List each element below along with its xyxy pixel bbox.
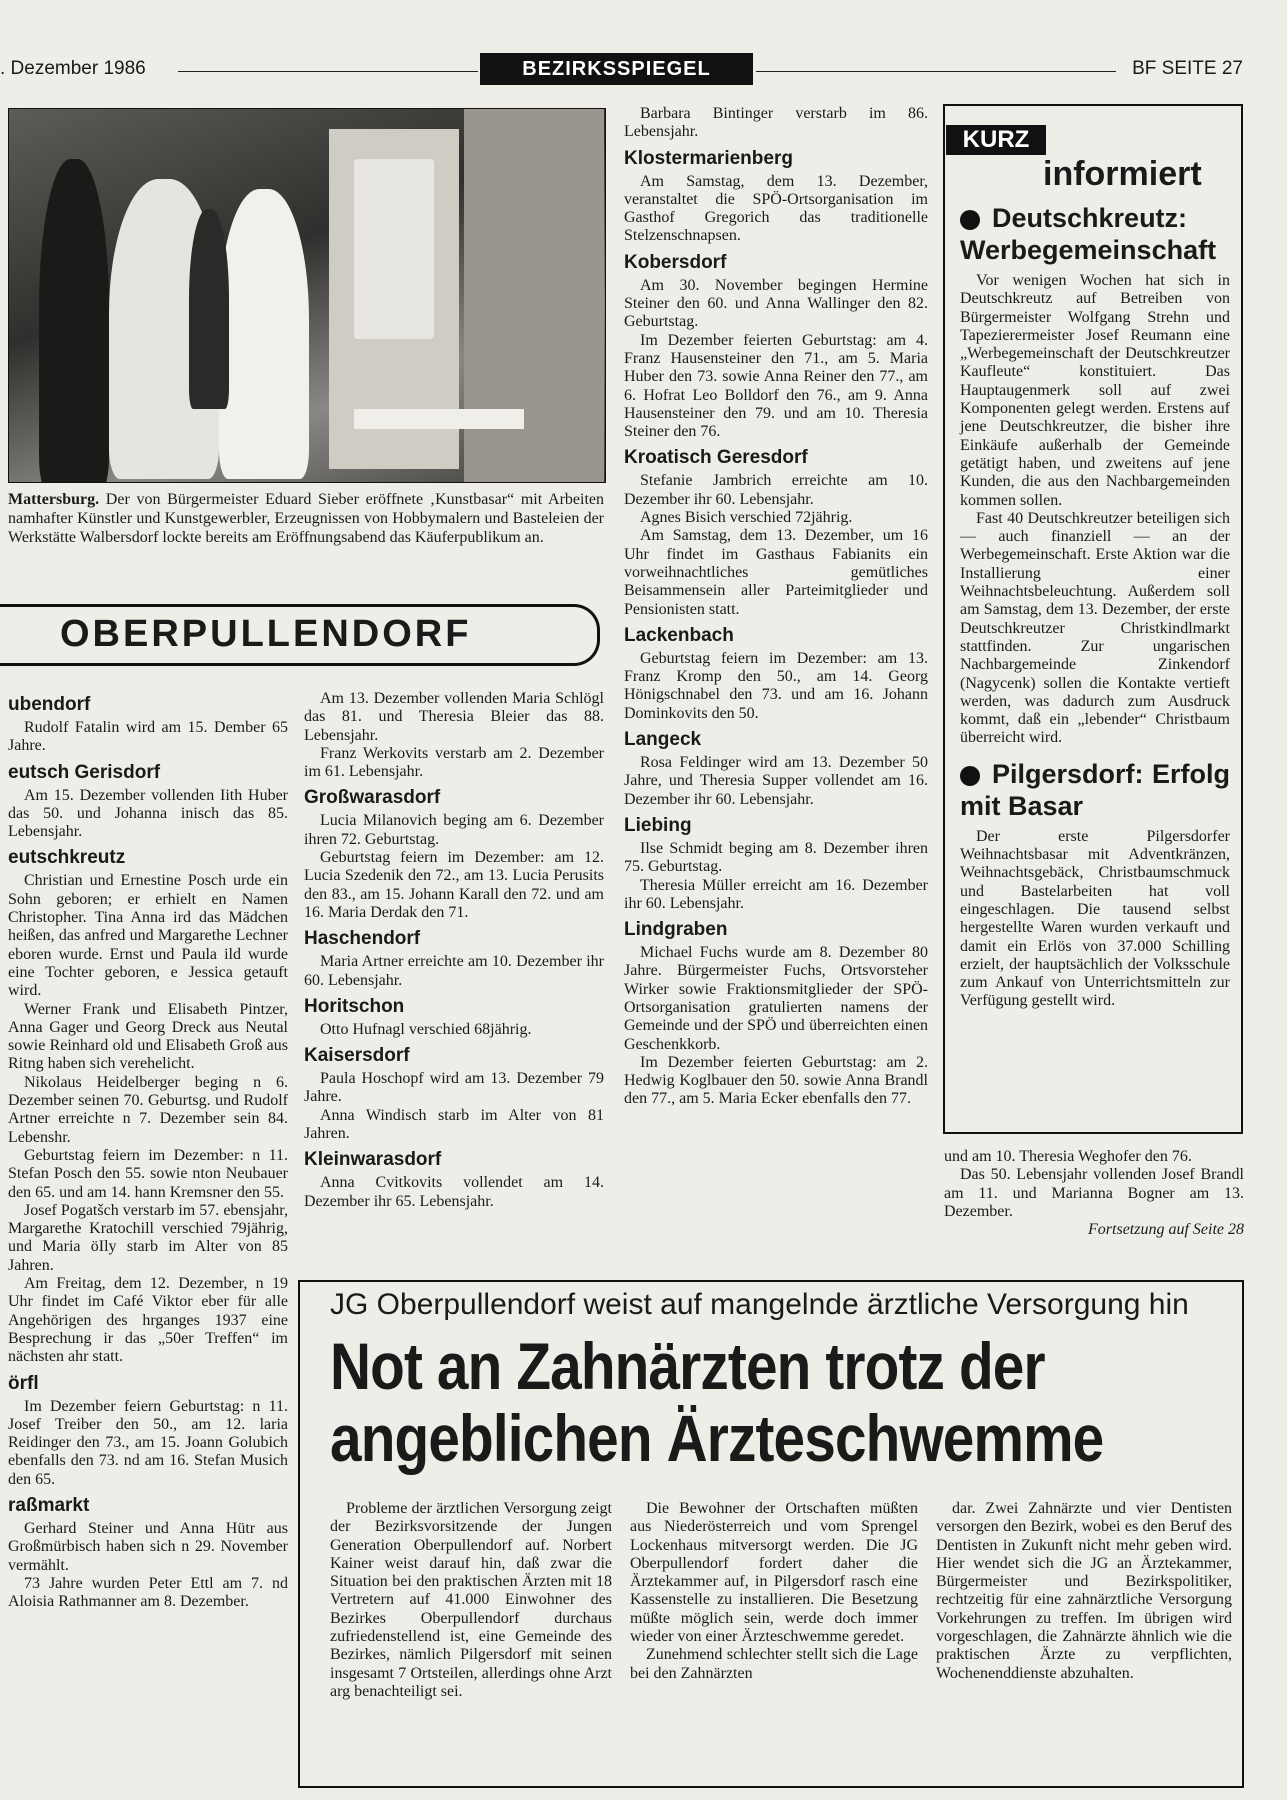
kurz-paragraph: Der erste Pilgersdorfer Weihnachtsbasar mit Adventkränzen, Weihnachtsgebäck, Christbaumschmuck und Bastelarbeiten hat voll eingeschlagen. Die tausend selbst hergestellte Waren wurden verkauft und damit ein Erlös von 37.000 Schilling erzielt, der hauptsächlich der Volksschule zum Ankauf von Unterrichtsmitteln zur Verfügung gestellt wird. [960,827,1230,1010]
banner-title: OBERPULLENDORF [60,613,472,655]
header-rule-right [756,71,1116,72]
town-heading: Langeck [624,729,702,751]
news-paragraph: Ilse Schmidt beging am 8. Dezember ihren 75. Geburtstag. [624,839,928,876]
news-paragraph: Anna Cvitkovits vollendet am 14. Dezember ihr 65. Lebensjahr. [304,1174,604,1210]
article-kicker: JG Oberpullendorf weist auf mangelnde ärztliche Versorgung hin [330,1288,1189,1321]
kurz-item-heading [960,202,1230,266]
news-paragraph: Michael Fuchs wurde am 8. Dezember 80 Jahre. Bürgermeister Fuchs, Ortsvorsteher Wirker sowie Fraktionsmitglieder der SPÖ-Ortsorganisation gratulierten namens der Gemeinde und der SPÖ und überreichten einen Geschenkkorb. [624,944,928,1053]
news-paragraph: Lucia Milanovich beging am 6. Dezember ihren 72. Geburtstag. [304,812,604,848]
news-photo [8,108,606,483]
page-number: BF SEITE 27 [1132,58,1243,79]
news-paragraph: Theresia Müller erreicht am 16. Dezember ihr 60. Lebensjahr. [624,876,928,912]
town-heading: raßmarkt [8,1494,90,1516]
news-paragraph: Am Freitag, dem 12. Dezember, n 19 Uhr findet im Café Viktor eber für alle Angehörigen des hrganges 1937 eine Besprechung ir das „50er Treffen“ im nächsten ahr statt. [8,1275,288,1366]
news-paragraph: Barbara Bintinger verstarb im 86. Lebensjahr. [624,105,928,141]
town-heading: Kleinwarasdorf [304,1149,442,1171]
town-heading: Liebing [624,814,692,836]
news-paragraph: Am 30. November begingen Hermine Steiner den 60. und Anna Wallinger den 82. Geburtstag. [624,276,928,331]
news-paragraph: Paula Hoschopf wird am 13. Dezember 79 Jahre. [304,1070,604,1106]
header-rule-left [178,71,478,72]
news-paragraph: Rosa Feldinger wird am 13. Dezember 50 Jahre, und Theresia Supper vollendet am 16. Dezember ihr 60. Lebensjahr. [624,754,928,808]
kurz-item-heading [960,758,1230,822]
article-column-3 [936,1500,1232,1683]
news-paragraph: Josef Pogatšch verstarb im 57. ebensjahr, Margarethe Kratochill verschied 79jährig, und Maria öIly starb im Alter von 85 Jahren. [8,1201,288,1274]
article-paragraph: dar. Zwei Zahnärzte und vier Dentisten versorgen den Bezirk, wobei es den Beruf des Dentisten in Zukunft nicht mehr geben wird. Hier wendet sich die JG an Ärztekammer, Bürgermeister und Bezirkspolitiker, rechtzeitig für eine zahnärztliche Versorgung Vorkehrungen zu treffen. Im übrigen wird vorgeschlagen, die Zahnärzte ähnlich wie die praktischen Ärzte zu verpflichten, Wochenenddienste abzuhalten. [936,1500,1232,1682]
article-paragraph: Zunehmend schlechter stellt sich die Lage bei den Zahnärzten [630,1646,918,1682]
news-paragraph: Christian und Ernestine Posch urde ein Sohn geboren; er erhielt en Namen Christopher. Tina Anna ird das Mädchen heißen, das anfred und Margarethe Lechner eboren wurde. Ernst und Paula ild wurde eine Tochter geboren, e Jessica getauft wird. [8,872,288,1000]
town-heading: Klostermarienberg [624,147,793,169]
caption-text: Der von Bürgermeister Eduard Sieber eröffnete ‚Kunstbasar“ mit Arbeiten namhafter Künstler und Kunstgewerbler, Erzeugnissen von Hobbymalern und Basteleien der Werkstätte Walbersdorf lockte bereits am Eröffnungsabend das Käuferpublikum an. [8,491,604,546]
bullet-icon [960,210,980,230]
news-paragraph: Am Samstag, dem 13. Dezember, um 16 Uhr findet im Gasthaus Fabianits ein vorweihnachtliches gemütliches Beisammensein aller Parteimitglieder und Pensionisten statt. [624,527,928,618]
column-oberpullendorf-3 [624,105,928,1109]
news-paragraph: Im Dezember feierten Geburtstag: am 2. Hedwig Koglbauer den 50. sowie Anna Brandl den 77., am 5. Maria Ecker ebenfalls den 77. [624,1053,928,1108]
kurz-paragraph: Fast 40 Deutschkreutzer beteiligen sich — auch finanziell — an der Werbegemeinschaft. Erste Aktion war die Installierung einer Weihnachtsbeleuchtung. Außerdem soll am Samstag, dem 13. Dezember, der erste Deutschkreutzer Christkindlmarkt stattfinden. Zur ungarischen Nachbargemeinde Zinkendorf (Nagycenk) sollen die Kontakte vertieft werden, was dadurch zum Ausdruck kommt, daß ein „lebender“ Christbaum überreicht wird. [960,509,1230,747]
news-paragraph: Maria Artner erreichte am 10. Dezember ihr 60. Lebensjahr. [304,953,604,989]
column-oberpullendorf-1 [8,688,288,1611]
news-paragraph: Geburtstag feiern im Dezember: n 11. Stefan Posch den 55. sowie nton Neubauer den 65. und am 14. hann Kremsner den 55. [8,1146,288,1201]
town-heading: eutsch Gerisdorf [8,761,161,783]
district-banner [0,604,600,666]
caption-place: Mattersburg. [8,491,100,508]
article-paragraph: Probleme der ärztlichen Versorgung zeigt der Bezirksvorsitzende der Jungen Generation Oberpullendorf auf. Norbert Kainer weist darauf hin, daß zwar die Situation bei den praktischen Ärzten mit 18 Vertretern auf 41.000 Einwohner des Bezirkes Oberpullendorf durchaus zufriedenstellend ist, eine Gemeinde des Bezirkes, nämlich Pilgersdorf mit seinen insgesamt 7 Ortsteilen, allerdings ohne Arzt arg benachteiligt sei. [330,1500,612,1700]
continued-paragraph: und am 10. Theresia Weghofer den 76. [944,1148,1192,1165]
article-headline: Not an Zahnärzten trotz der angeblichen Ärzteschwemme [330,1329,1104,1475]
town-heading: Lindgraben [624,919,728,941]
town-heading: ubendorf [8,694,91,715]
news-paragraph: Franz Werkovits verstarb am 2. Dezember im 61. Lebensjahr. [304,744,604,781]
town-heading: eutschkreutz [8,847,126,869]
section-title: BEZIRKSSPIEGEL [480,53,753,85]
column-oberpullendorf-2 [304,690,604,1211]
kurz-label: KURZ [946,125,1046,155]
news-paragraph: Rudolf Fatalin wird am 15. Dember 65 Jahre. [8,719,288,755]
issue-date: . Dezember 1986 [0,58,146,79]
news-paragraph: Am Samstag, dem 13. Dezember, veranstaltet die SPÖ-Ortsorganisation im Gasthof Gregorich das traditionelle Stelzenschnapsen. [624,172,928,245]
news-paragraph: Am 13. Dezember vollenden Maria Schlögl das 81. und Theresia Bleier das 88. Lebensjahr. [304,690,604,744]
photo-caption [8,490,604,547]
news-paragraph: Stefanie Jambrich erreichte am 10. Dezember ihr 60. Lebensjahr. [624,472,928,508]
town-heading: Horitschon [304,995,405,1017]
news-paragraph: Gerhard Steiner und Anna Hütr aus Großmürbisch haben sich n 29. November vermählt. [8,1519,288,1574]
town-heading: Kroatisch Geresdorf [624,447,808,469]
town-heading: Kaisersdorf [304,1045,410,1067]
town-heading: Haschendorf [304,928,421,950]
kurz-item-title: Pilgersdorf: Erfolg mit Basar [960,758,1230,821]
continued-paragraph: Das 50. Lebensjahr vollenden Josef Brandl am 11. und Marianna Bogner am 13. Dezember. [944,1166,1244,1220]
article-paragraph: Die Bewohner der Ortschaften müßten aus Niederösterreich und vom Sprengel Lockenhaus mitversorgt werden. Die JG Oberpullendorf fordert daher die Ärztekammer auf, in Pilgersdorf rasch eine Kassenstelle zu installieren. Die Besetzung müßte möglich sein, werde doch immer wieder von einer Ärzteschwemme geredet. [630,1500,918,1646]
kurz-paragraph: Vor wenigen Wochen hat sich in Deutschkreutz auf Betreiben von Bürgermeister Wolfgang Strehn und Tapezierermeister Josef Reumann eine „Werbegemeinschaft der Deutschkreutzer Kaufleute“ konstituiert. Das Hauptaugenmerk soll auf zwei Komponenten gelegt werden. Erstens auf jene Deutschkreutzer, die bisher ihre Einkäufe außerhalb der Gemeinde getätigt haben, und zweitens auf jene Kunden, die aus den Nachbargemeinden kommen sollen. [960,272,1230,509]
news-paragraph: Im Dezember feierten Geburtstag: am 4. Franz Hausensteiner den 71., am 5. Maria Huber den 73. sowie Anna Reiner den 77., am 6. Hofrat Leo Bolldorf den 76., am 9. Anna Hausensteiner den 79. und am 10. Theresia Steiner den 76. [624,331,928,441]
news-paragraph: Agnes Bisich verschied 72jährig. [640,509,853,527]
news-paragraph: 73 Jahre wurden Peter Ettl am 7. nd Aloisia Rathmanner am 8. Dezember. [8,1574,288,1611]
news-paragraph: Geburtstag feiern im Dezember: am 13. Franz Kromp den 50., am 14. Georg Hönigschnabel den 73. und am 16. Johann Dominkovits den 50. [624,649,928,722]
news-paragraph: Geburtstag feiern im Dezember: am 12. Lucia Szedenik den 72., am 13. Lucia Perusits den 83., am 15. Johann Karall den 72. und am 16. Maria Derdak den 71. [304,849,604,921]
town-heading: örfl [8,1372,39,1394]
news-paragraph: Im Dezember feiern Geburtstag: n 11. Josef Treiber den 50., am 12. laria Reidinger den 73., am 15. Joann Golubich ebenfalls den 73. nd am 16. Stefan Musich den 65. [8,1397,288,1488]
continued-text [944,1148,1244,1239]
town-heading: Großwarasdorf [304,787,441,809]
article-column-2 [630,1500,918,1683]
news-paragraph: Otto Hufnagl verschied 68jährig. [320,1020,532,1038]
news-paragraph: Am 15. Dezember vollenden Iith Huber das 50. und Johanna inisch das 85. Lebensjahr. [8,786,288,841]
news-paragraph: Nikolaus Heidelberger beging n 6. Dezember seinen 70. Geburtsg. und Rudolf Artner erreichte n 7. Dezember sein 84. Lebenshr. [8,1073,288,1146]
town-heading: Kobersdorf [624,251,727,273]
kurz-item-title: Deutschkreutz: Werbegemeinschaft [960,203,1217,265]
town-heading: Lackenbach [624,624,734,646]
kurz-informiert-content [960,202,1230,1011]
continued-on-page[interactable]: Fortsetzung auf Seite 28 [1088,1221,1244,1239]
news-paragraph: Werner Frank und Elisabeth Pintzer, Anna Gager und Georg Dreck aus Neutal sowie Reinhard old und Elisabeth Groß aus Ritng haben sich verehelicht. [8,1000,288,1073]
article-column-1 [330,1500,612,1701]
news-paragraph: Anna Windisch starb im Alter von 81 Jahren. [304,1106,604,1143]
informiert-label: informiert [1043,155,1202,193]
bullet-icon [960,766,980,786]
